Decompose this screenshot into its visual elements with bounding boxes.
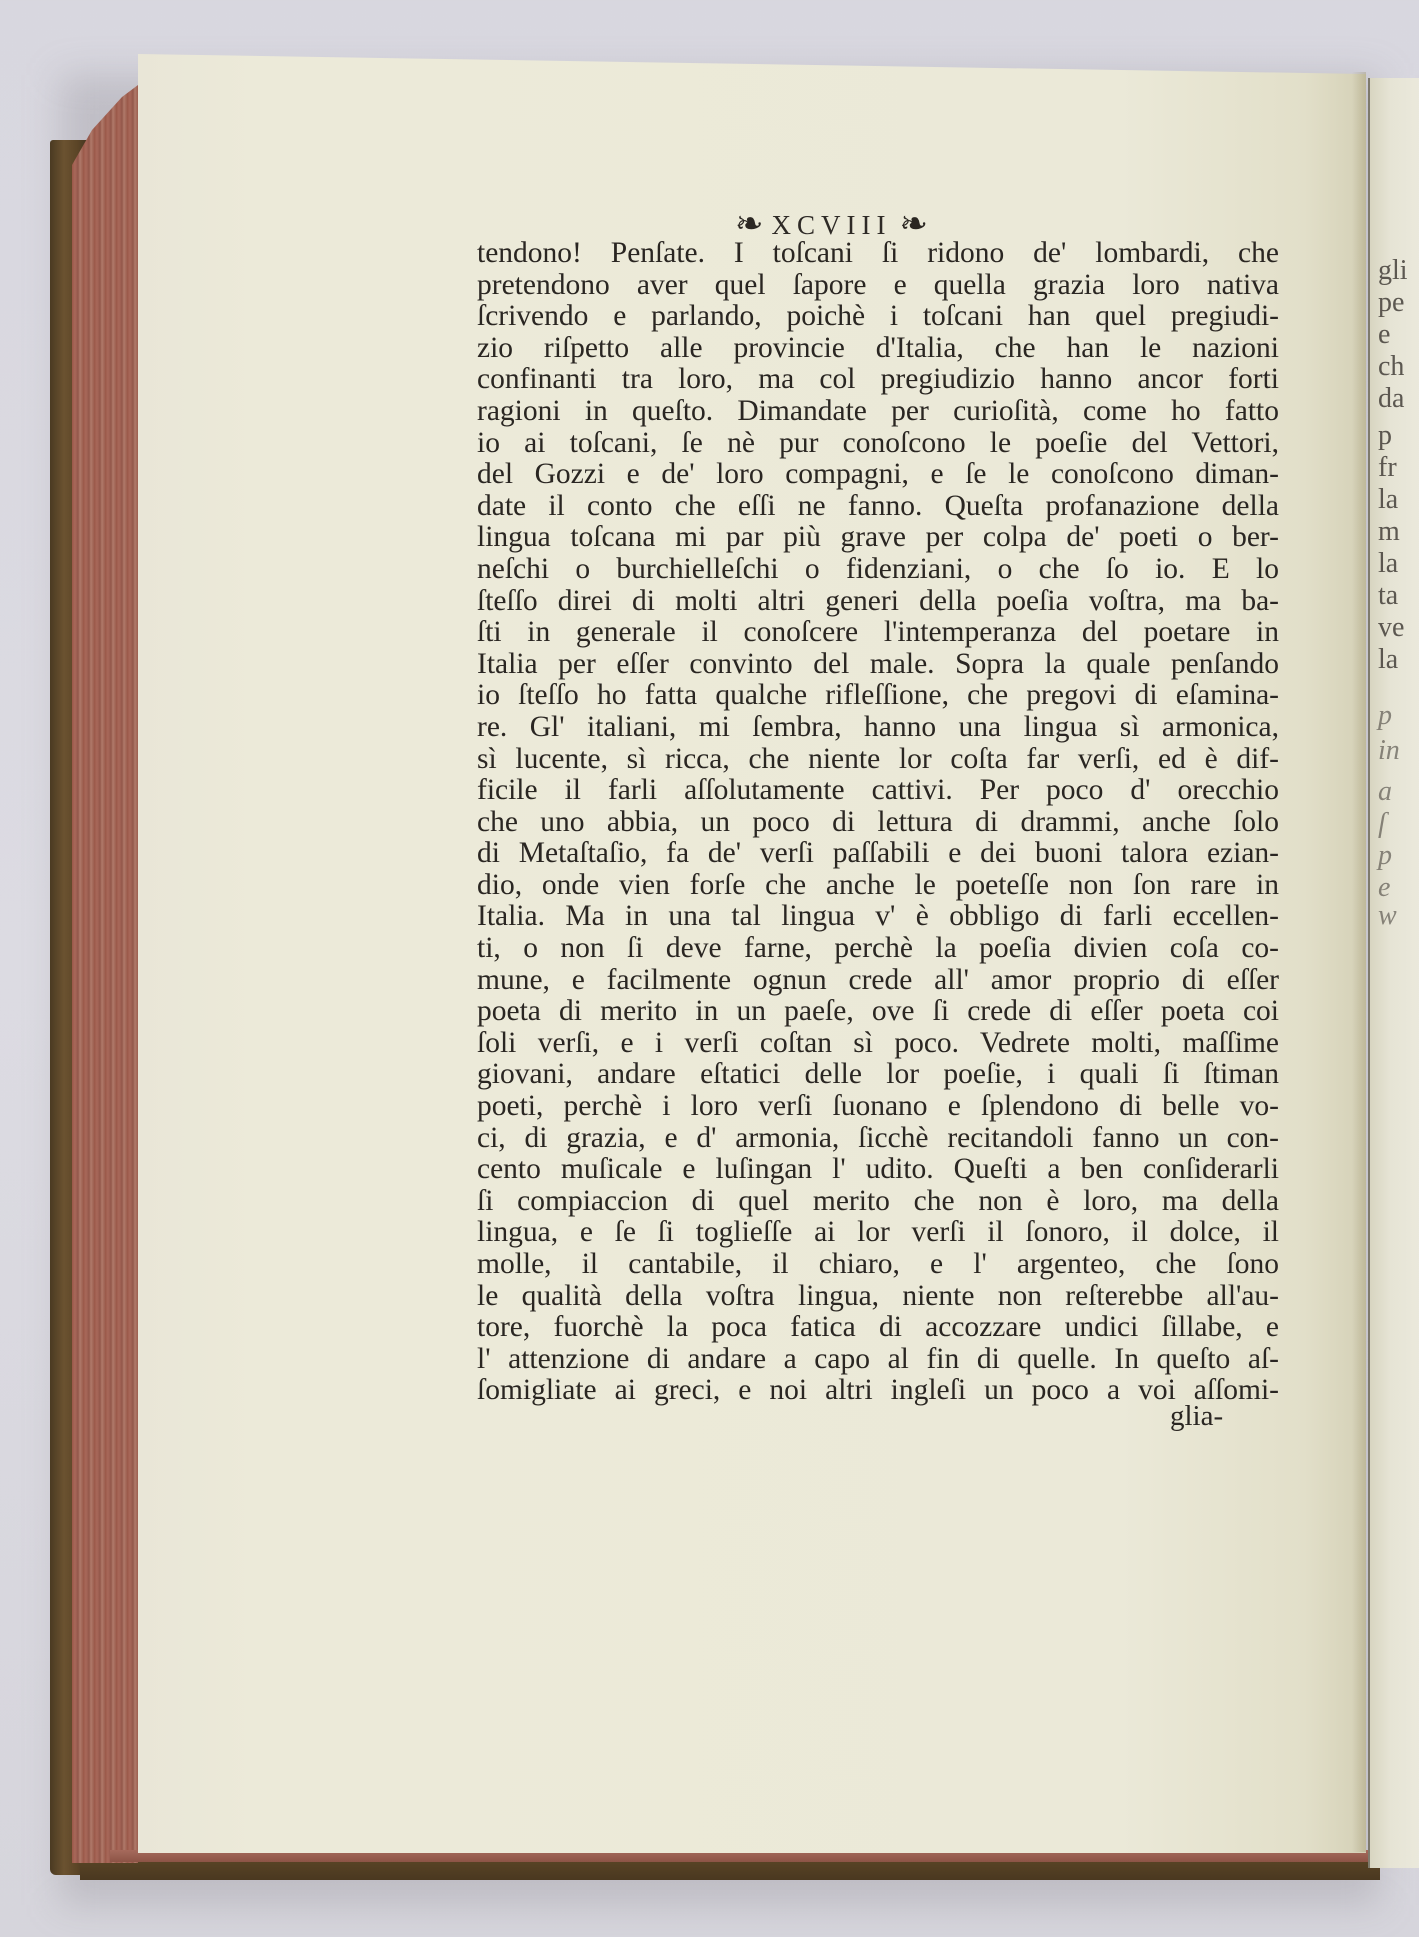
facing-fragment: w [1378,900,1397,931]
text-line: ci, di grazia, e d' armonia, ſicchè recitandoli fanno un con- [477,1121,1279,1154]
facing-fragment: fr [1378,452,1397,483]
facing-page-edge [1368,78,1419,1868]
text-line: lingua toſcana mi par più grave per colpa de' poeti o ber- [477,521,1279,554]
red-page-edges [72,85,138,1863]
text-line: le qualità della voſtra lingua, niente non reſterebbe all'au- [477,1279,1279,1312]
facing-fragment: m [1378,516,1400,547]
page-gutter-shadow [1352,72,1366,1852]
text-line: ſti in generale il conoſcere l'intemperanza del poetare in [477,616,1279,649]
page-number: XCVIII [771,209,892,240]
facing-fragment: e [1378,872,1391,903]
text-line: ti, o non ſi deve farne, perchè la poeſia divien coſa co- [477,932,1279,965]
text-line: di Metaſtaſio, fa de' verſi paſſabili e dei buoni talora ezian- [477,837,1279,870]
facing-fragment: la [1378,644,1399,675]
text-line: del Gozzi e de' loro compagni, e ſe le conoſcono diman- [477,458,1279,491]
text-line: io ſteſſo ho fatta qualche rifleſſione, che pregovi di eſamina- [477,679,1279,712]
facing-fragment: ve [1378,612,1405,643]
text-line: Italia. Ma in una tal lingua v' è obbligo di farli eccellen- [477,900,1279,933]
text-line: ragioni in queſto. Dimandate per curioſità, come ho fatto [477,394,1279,427]
fleuron-left-icon: ❧ [735,206,764,243]
text-line: giovani, andare eſtatici delle lor poeſie, i quali ſi ſtiman [477,1058,1279,1091]
text-line: molle, il cantabile, il chiaro, e l' argenteo, che ſono [477,1248,1279,1280]
text-line: mune, e facilmente ognun crede all' amor proprio di eſſer [477,963,1279,996]
facing-fragment: ta [1378,580,1399,611]
facing-fragment: a [1378,776,1392,807]
facing-fragment: p [1378,840,1392,871]
facing-fragment: ch [1378,351,1405,382]
text-line: ſcrivendo e parlando, poichè i toſcani han quel pregiudi- [477,300,1279,333]
fleuron-right-icon: ❧ [899,206,928,243]
facing-fragment: pe [1378,287,1405,318]
text-line: confinanti tra loro, ma col pregiudizio hanno ancor forti [477,363,1279,396]
facing-fragment: p [1378,420,1392,451]
text-line: poeta di merito in un paeſe, ove ſi crede di eſſer poeta coi [477,995,1279,1028]
text-line: cento muſicale e luſingan l' udito. Queſti a ben conſiderarli [477,1153,1279,1186]
text-line: lingua, e ſe ſi toglieſſe ai lor verſi il ſonoro, il dolce, il [477,1216,1279,1249]
text-line: tendono! Penſate. I toſcani ſi ridono de' lombardi, che [477,237,1279,269]
facing-fragment: gli [1378,255,1408,286]
text-line: dio, onde vien forſe che anche le poeteſſe non ſon rare in [477,868,1279,901]
facing-fragment: p [1378,700,1392,731]
text-line: tore, fuorchè la poca fatica di accozzare undici ſillabe, e [477,1311,1279,1344]
text-line: ſi compiaccion di quel merito che non è loro, ma della [477,1184,1279,1217]
text-line: ſomigliate ai greci, e noi altri ingleſi un poco a voi aſſomi- [477,1374,1279,1407]
body-text [477,238,1279,1407]
facing-fragment: la [1378,484,1399,515]
facing-fragment: da [1378,383,1405,414]
text-line: ſteſſo direi di molti altri generi della poeſia voſtra, ma ba- [477,584,1279,617]
facing-fragment: in [1378,735,1400,766]
catchword: glia- [1170,1400,1224,1432]
text-line: poeti, perchè i loro verſi ſuonano e ſplendono di belle vo- [477,1090,1279,1123]
text-line: zio riſpetto alle provincie d'Italia, che han le nazioni [477,331,1279,364]
text-line: Italia per eſſer convinto del male. Sopra la quale penſando [477,647,1279,680]
text-line: neſchi o burchielleſchi o fidenziani, o che ſo io. E lo [477,552,1279,585]
text-line: ſoli verſi, e i verſi coſtan sì poco. Vedrete molti, maſſime [477,1026,1279,1059]
text-line: io ai toſcani, ſe nè pur conoſcono le poeſie del Vettori, [477,426,1279,459]
text-line: re. Gl' italiani, mi ſembra, hanno una lingua sì armonica, [477,710,1279,743]
facing-fragment: e [1378,319,1391,350]
text-line: pretendono aver quel ſapore e quella grazia loro nativa [477,268,1279,301]
text-line: sì lucente, sì ricca, che niente lor coſta far verſi, ed è dif- [477,742,1279,775]
text-line: date il conto che eſſi ne fanno. Queſta profanazione della [477,489,1279,522]
text-line: che uno abbia, un poco di lettura di drammi, anche ſolo [477,805,1279,838]
text-line: ficile il farli aſſolutamente cattivi. Per poco d' orecchio [477,774,1279,807]
text-line: l' attenzione di andare a capo al fin di quelle. In queſto aſ- [477,1342,1279,1375]
facing-fragment: la [1378,548,1399,579]
facing-fragment: ſ [1378,808,1386,839]
